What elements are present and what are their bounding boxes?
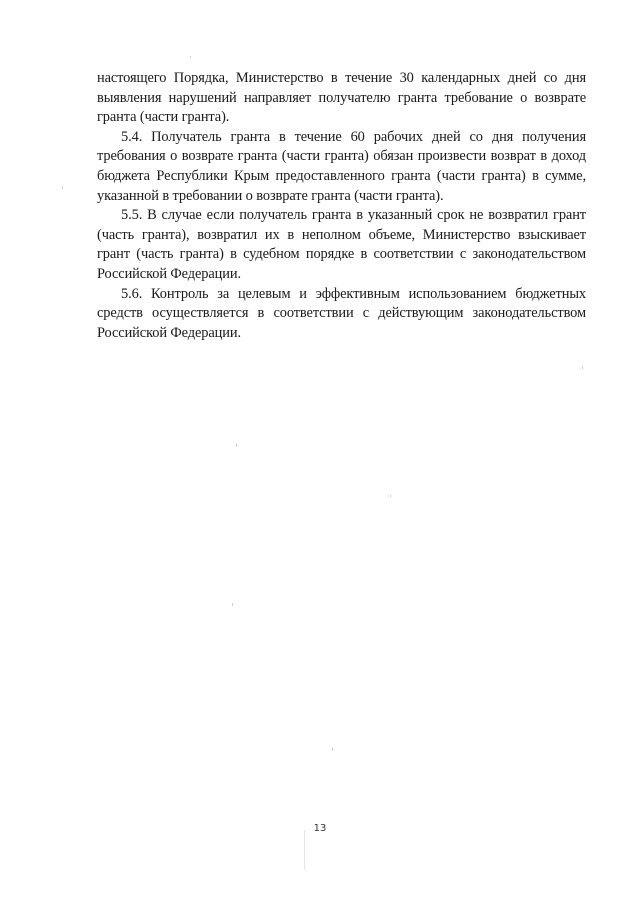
scan-speck [236, 444, 237, 447]
scan-speck [582, 366, 583, 369]
scan-speck [332, 748, 333, 751]
page-number: 13 [313, 823, 327, 834]
document-body [97, 69, 586, 343]
paragraph-5-6: 5.6. Контроль за целевым и эффективным использованием бюджетных средств осуществляется в соответствии с действующим законодательством Российской Федерации. [97, 285, 586, 341]
scan-speck [232, 603, 233, 606]
paragraph-continuation: настоящего Порядка, Министерство в течение 30 календарных дней со дня выявления нарушений направляет получателю гранта требование о возврате гранта (части гранта). [97, 70, 586, 126]
scan-speck [390, 495, 391, 497]
paragraph-5-4: 5.4. Получатель гранта в течение 60 рабочих дней со дня получения требования о возврате гранта (части гранта) обязан произвести возврат в доход бюджета Республики Крым предоставленного гранта (части гранта) в сумме, указанной в требовании о возврате гранта (части гранта). [97, 128, 586, 204]
paragraph-5-5: 5.5. В случае если получатель гранта в указанный срок не возвратил грант (часть гранта), возвратил их в неполном объеме, Министерство взыскивает грант (часть гранта) в судебном порядке в соответствии с законодательством Российской Федерации. [97, 207, 586, 282]
scan-speck [190, 56, 191, 58]
scan-speck [304, 830, 305, 870]
scan-speck [62, 186, 63, 189]
